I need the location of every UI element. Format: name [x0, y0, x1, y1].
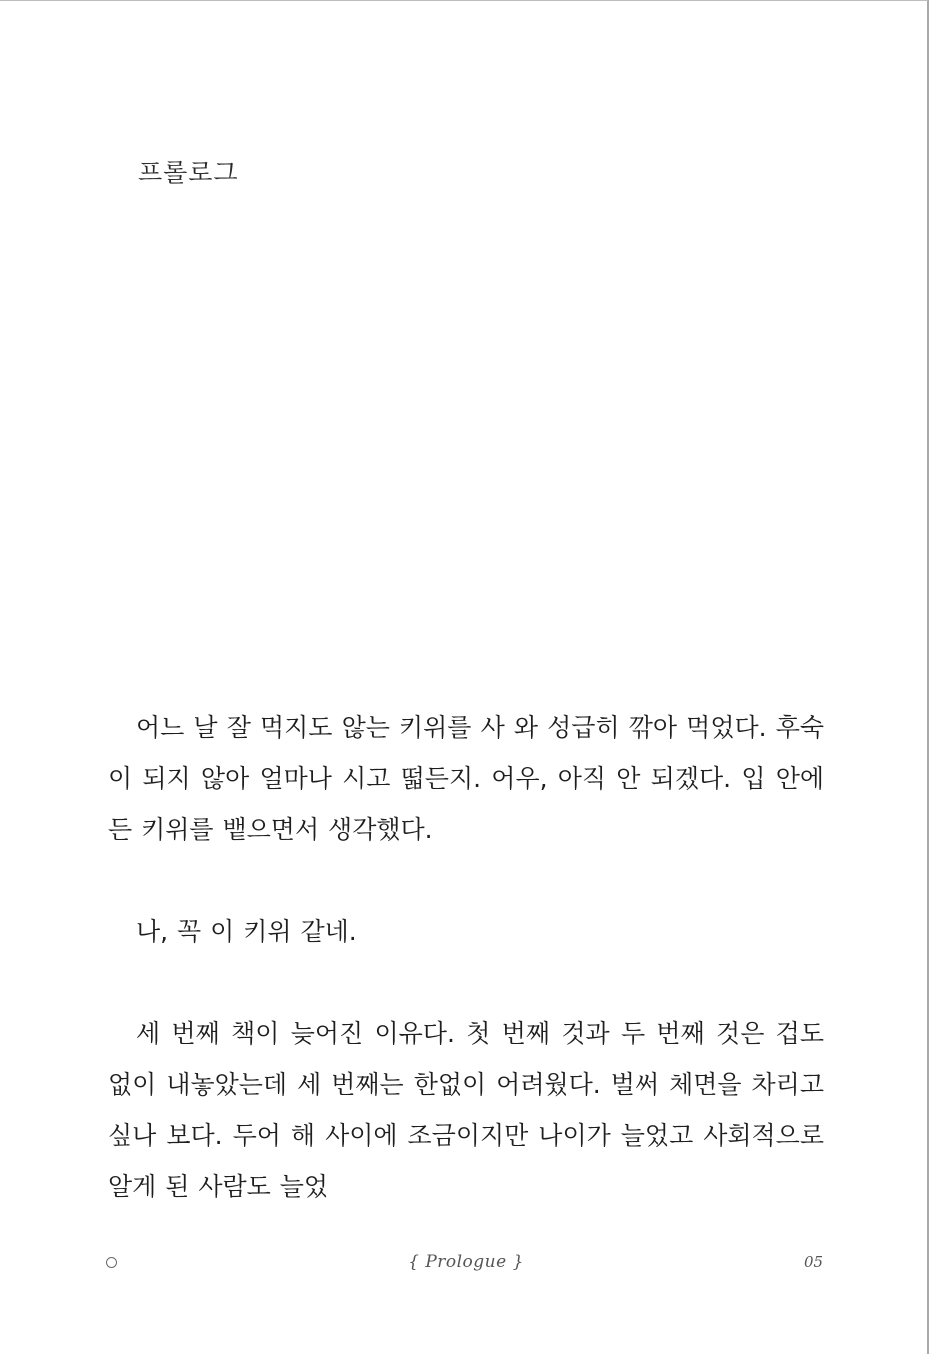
page-number: 05 [804, 1253, 824, 1271]
page-footer [0, 1250, 932, 1280]
body-text [108, 702, 824, 1212]
running-title: { Prologue } [408, 1252, 524, 1272]
chapter-title: 프롤로그 [138, 158, 239, 187]
paragraph: 세 번째 책이 늦어진 이유다. 첫 번째 것과 두 번째 것은 겁도 없이 내놓았는데 세 번째는 한없이 어려웠다. 벌써 체면을 차리고 싶나 보다. 두어 해 사이에 조금이지만 나이가 늘었고 사회적으로 알게 된 사람도 늘었 [108, 1019, 824, 1201]
paragraph: 나, 꼭 이 키위 같네. [136, 917, 357, 946]
paragraph: 어느 날 잘 먹지도 않는 키위를 사 와 성급히 깎아 먹었다. 후숙이 되지 않아 얼마나 시고 떫든지. 어우, 아직 안 되겠다. 입 안에 든 키위를 뱉으면서 생각했다. [108, 713, 824, 844]
